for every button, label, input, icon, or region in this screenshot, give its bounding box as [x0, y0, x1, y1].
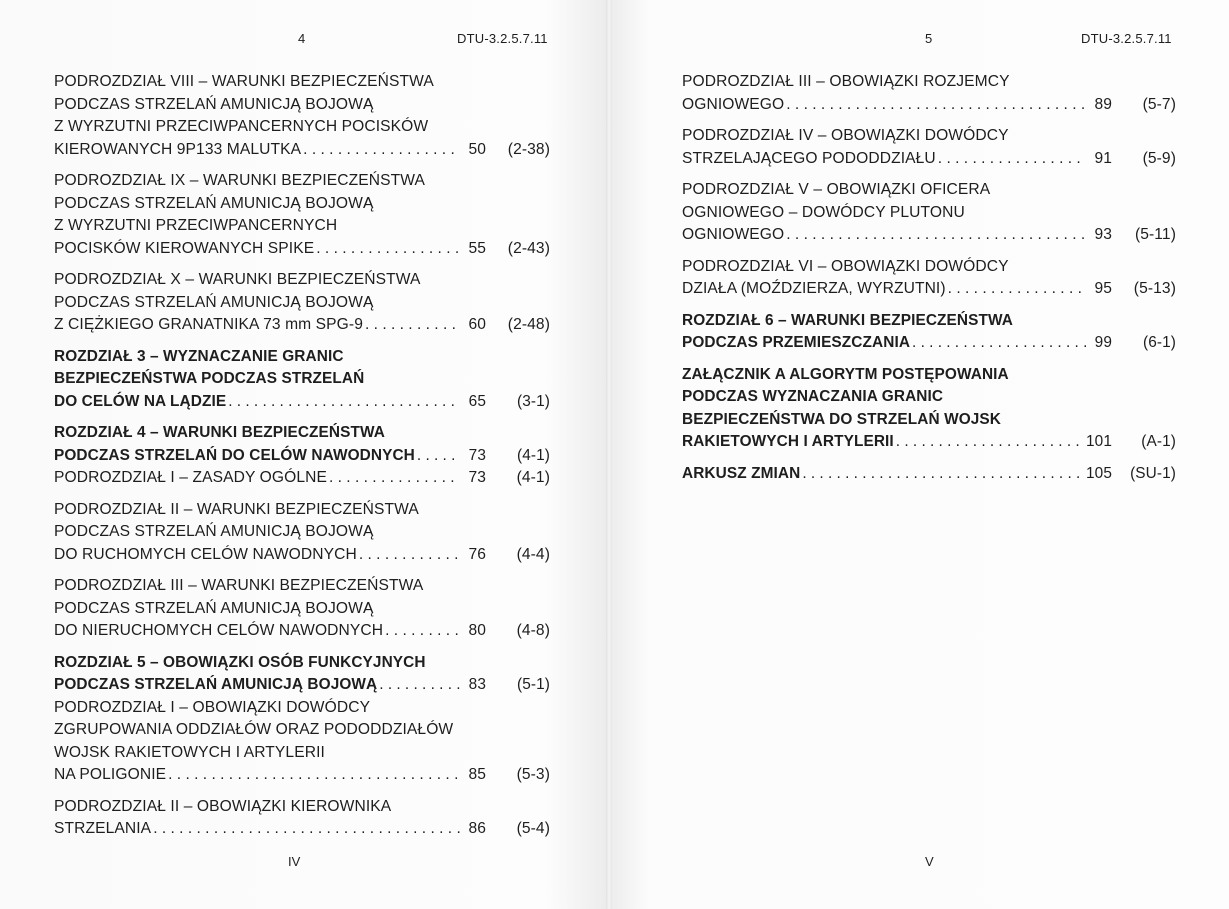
entry-title-line: BEZPIECZEŃSTWA DO STRZELAŃ WOJSK	[682, 410, 1001, 428]
entry-title-line: PODCZAS WYZNACZANIA GRANIC	[682, 388, 944, 405]
entry-title-line: STRZELAJĄCEGO PODODDZIAŁU	[682, 149, 936, 167]
entry-title-line: ROZDZIAŁ 4 – WARUNKI BEZPIECZEŃSTWA	[54, 424, 385, 441]
section-reference: (2-48)	[507, 316, 550, 333]
toc-subchapter-entry	[54, 71, 550, 161]
page-reference: 89	[1094, 95, 1112, 113]
page-reference: 76	[468, 545, 486, 563]
dot-leader	[357, 544, 460, 567]
toc-subchapter-entry	[54, 697, 550, 787]
section-reference: (5-1)	[517, 676, 550, 693]
page-reference: 80	[468, 622, 486, 639]
document-code: DTU-3.2.5.7.11	[1081, 31, 1172, 46]
section-reference: (4-4)	[516, 545, 550, 563]
dot-leader	[327, 467, 460, 490]
entry-title-line: Z WYRZUTNI PRZECIWPANCERNYCH POCISKÓW	[54, 118, 429, 135]
entry-title-line: NA POLIGONIE	[54, 766, 167, 783]
entry-title-line: OGNIOWEGO	[682, 226, 785, 243]
toc-subchapter-entry	[682, 71, 1176, 116]
toc-chapter-entry	[682, 364, 1176, 454]
entry-title-line: ZGRUPOWANIA ODDZIAŁÓW ORAZ PODODDZIAŁÓW	[54, 721, 454, 738]
entry-title-line: PODROZDZIAŁ II – OBOWIĄZKI KIEROWNIKA	[54, 797, 392, 815]
entry-title-line: ROZDZIAŁ 5 – OBOWIĄZKI OSÓB FUNKCYJNYCH	[54, 653, 426, 671]
dot-leader	[383, 620, 460, 643]
entry-title-line: POCISKÓW KIEROWANYCH SPIKE	[54, 239, 315, 257]
toc-chapter-entry	[54, 346, 550, 414]
toc-subchapter-entry	[682, 256, 1176, 301]
page-reference: 50	[468, 140, 486, 158]
page-footer-numeral: IV	[288, 854, 301, 869]
page-reference: 85	[468, 766, 486, 783]
section-reference: (5-4)	[516, 820, 550, 837]
entry-title-line: BEZPIECZEŃSTWA PODCZAS STRZELAŃ	[54, 370, 365, 387]
entry-last-line	[682, 463, 1176, 486]
page-reference: 65	[468, 392, 486, 410]
dot-leader	[166, 764, 460, 787]
entry-last-line	[54, 238, 550, 261]
entry-last-line	[682, 332, 1176, 355]
toc-subchapter-entry	[682, 125, 1176, 170]
entry-title-line: PODCZAS STRZELAŃ DO CELÓW NAWODNYCH	[54, 446, 415, 464]
toc-chapter-entry	[682, 463, 1176, 486]
entry-title-line: PODROZDZIAŁ I – OBOWIĄZKI DOWÓDCY	[54, 698, 371, 716]
entry-title-line: PODROZDZIAŁ IX – WARUNKI BEZPIECZEŃSTWA	[54, 172, 425, 189]
entry-title-line: PODROZDZIAŁ I – ZASADY OGÓLNE	[54, 469, 327, 486]
section-reference: (3-1)	[517, 392, 550, 410]
page-reference: 93	[1094, 226, 1112, 243]
dot-leader	[910, 332, 1086, 355]
section-reference: (5-3)	[516, 766, 550, 783]
page-reference: 86	[468, 820, 486, 837]
toc-subchapter-entry	[54, 499, 550, 567]
toc-chapter-entry	[54, 422, 550, 467]
entry-last-line	[54, 391, 550, 414]
page-reference: 60	[468, 316, 486, 333]
entry-title-line: DO NIERUCHOMYCH CELÓW NAWODNYCH	[54, 622, 384, 639]
page-footer-numeral: V	[925, 854, 934, 869]
entry-last-line	[54, 674, 550, 697]
entry-title-line: ZAŁĄCZNIK A ALGORYTM POSTĘPOWANIA	[682, 365, 1009, 383]
entry-last-line	[54, 818, 550, 841]
page-reference: 95	[1094, 280, 1112, 297]
page-number: 5	[925, 31, 933, 46]
dot-leader	[363, 314, 460, 337]
toc-chapter-entry	[682, 310, 1176, 355]
page-reference: 101	[1086, 433, 1112, 450]
entry-title-line: DO CELÓW NA LĄDZIE	[54, 392, 227, 410]
entry-last-line	[54, 314, 550, 337]
toc-subchapter-entry	[54, 796, 550, 841]
entry-title-line: PODROZDZIAŁ III – WARUNKI BEZPIECZEŃSTWA	[54, 577, 424, 594]
section-reference: (SU-1)	[1130, 464, 1176, 482]
dot-leader	[784, 94, 1086, 117]
dot-leader	[800, 463, 1082, 486]
entry-title-line: PODROZDZIAŁ X – WARUNKI BEZPIECZEŃSTWA	[54, 271, 421, 288]
entry-last-line	[54, 764, 550, 787]
document-code: DTU-3.2.5.7.11	[457, 31, 548, 46]
entry-title-line: ROZDZIAŁ 6 – WARUNKI BEZPIECZEŃSTWA	[682, 311, 1013, 329]
right-page	[612, 0, 1229, 909]
page-reference: 73	[468, 446, 486, 464]
entry-title-line: PODCZAS PRZEMIESZCZANIA	[682, 334, 911, 351]
section-reference: (4-1)	[516, 469, 550, 486]
page-reference: 91	[1094, 149, 1112, 167]
entry-title-line: PODROZDZIAŁ V – OBOWIĄZKI OFICERA	[682, 181, 991, 198]
page-reference: 99	[1094, 334, 1112, 351]
dot-leader	[415, 445, 460, 468]
entry-title-line: WOJSK RAKIETOWYCH I ARTYLERII	[54, 743, 325, 761]
section-reference: (A-1)	[1141, 433, 1176, 450]
entry-title-line: Z CIĘŻKIEGO GRANATNIKA 73 mm SPG-9	[54, 316, 363, 333]
section-reference: (2-43)	[507, 239, 550, 257]
dot-leader	[784, 224, 1086, 247]
dot-leader	[301, 139, 460, 162]
toc-subchapter-entry	[682, 179, 1176, 247]
section-reference: (4-1)	[517, 446, 550, 464]
entry-title-line: PODROZDZIAŁ IV – OBOWIĄZKI DOWÓDCY	[682, 127, 1009, 144]
entry-title-line: PODCZAS STRZELAŃ AMUNICJĄ BOJOWĄ	[54, 293, 374, 311]
section-reference: (4-8)	[516, 622, 550, 639]
dot-leader	[151, 818, 460, 841]
entry-last-line	[682, 224, 1176, 247]
entry-title-line: PODCZAS STRZELAŃ AMUNICJĄ BOJOWĄ	[54, 599, 374, 617]
left-page	[0, 0, 606, 909]
entry-last-line	[54, 445, 550, 468]
entry-last-line	[54, 620, 550, 643]
entry-title-line: PODCZAS STRZELAŃ AMUNICJĄ BOJOWĄ	[54, 95, 374, 113]
entry-last-line	[682, 431, 1176, 454]
entry-title-line: PODCZAS STRZELAŃ AMUNICJĄ BOJOWĄ	[54, 676, 378, 693]
table-of-contents	[54, 71, 550, 850]
toc-subchapter-entry	[54, 575, 550, 643]
toc-chapter-entry	[54, 652, 550, 697]
dot-leader	[946, 278, 1086, 301]
entry-title-line: KIEROWANYCH 9P133 MALUTKA	[54, 140, 302, 158]
page-reference: 73	[468, 469, 486, 486]
entry-title-line: PODROZDZIAŁ VIII – WARUNKI BEZPIECZEŃSTWA	[54, 73, 434, 90]
entry-title-line: PODROZDZIAŁ VI – OBOWIĄZKI DOWÓDCY	[682, 257, 1009, 275]
dot-leader	[894, 431, 1082, 454]
entry-last-line	[682, 94, 1176, 117]
entry-title-line: OGNIOWEGO – DOWÓDCY PLUTONU	[682, 203, 965, 221]
entry-last-line	[682, 148, 1176, 171]
section-reference: (5-9)	[1142, 149, 1176, 167]
entry-last-line	[54, 139, 550, 162]
page-number: 4	[298, 31, 306, 46]
toc-subchapter-entry	[54, 170, 550, 260]
section-reference: (6-1)	[1143, 334, 1176, 351]
entry-last-line	[54, 467, 550, 490]
entry-title-line: RAKIETOWYCH I ARTYLERII	[682, 433, 894, 450]
entry-title-line: STRZELANIA	[54, 820, 152, 837]
page-reference: 105	[1086, 464, 1112, 482]
entry-title-line: ARKUSZ ZMIAN	[682, 464, 801, 482]
dot-leader	[936, 148, 1086, 171]
toc-subchapter-entry	[54, 269, 550, 337]
entry-title-line: OGNIOWEGO	[682, 95, 785, 113]
toc-subchapter-entry	[54, 467, 550, 490]
entry-title-line: PODROZDZIAŁ II – WARUNKI BEZPIECZEŃSTWA	[54, 500, 419, 518]
entry-title-line: DZIAŁA (MOŹDZIERZA, WYRZUTNI)	[682, 280, 946, 297]
entry-title-line: PODCZAS STRZELAŃ AMUNICJĄ BOJOWĄ	[54, 523, 374, 540]
entry-last-line	[682, 278, 1176, 301]
page-reference: 55	[468, 239, 486, 257]
entry-title-line: ROZDZIAŁ 3 – WYZNACZANIE GRANIC	[54, 347, 344, 365]
section-reference: (2-38)	[507, 140, 550, 158]
section-reference: (5-13)	[1133, 280, 1176, 297]
entry-title-line: DO RUCHOMYCH CELÓW NAWODNYCH	[54, 545, 357, 563]
table-of-contents	[682, 71, 1176, 494]
section-reference: (5-7)	[1142, 95, 1176, 113]
entry-last-line	[54, 544, 550, 567]
entry-title-line: PODCZAS STRZELAŃ AMUNICJĄ BOJOWĄ	[54, 194, 374, 212]
section-reference: (5-11)	[1134, 226, 1176, 243]
entry-title-line: Z WYRZUTNI PRZECIWPANCERNYCH	[54, 217, 338, 234]
dot-leader	[314, 238, 460, 261]
dot-leader	[377, 674, 460, 697]
page-reference: 83	[468, 676, 486, 693]
dot-leader	[226, 391, 460, 414]
entry-title-line: PODROZDZIAŁ III – OBOWIĄZKI ROZJEMCY	[682, 73, 1010, 90]
